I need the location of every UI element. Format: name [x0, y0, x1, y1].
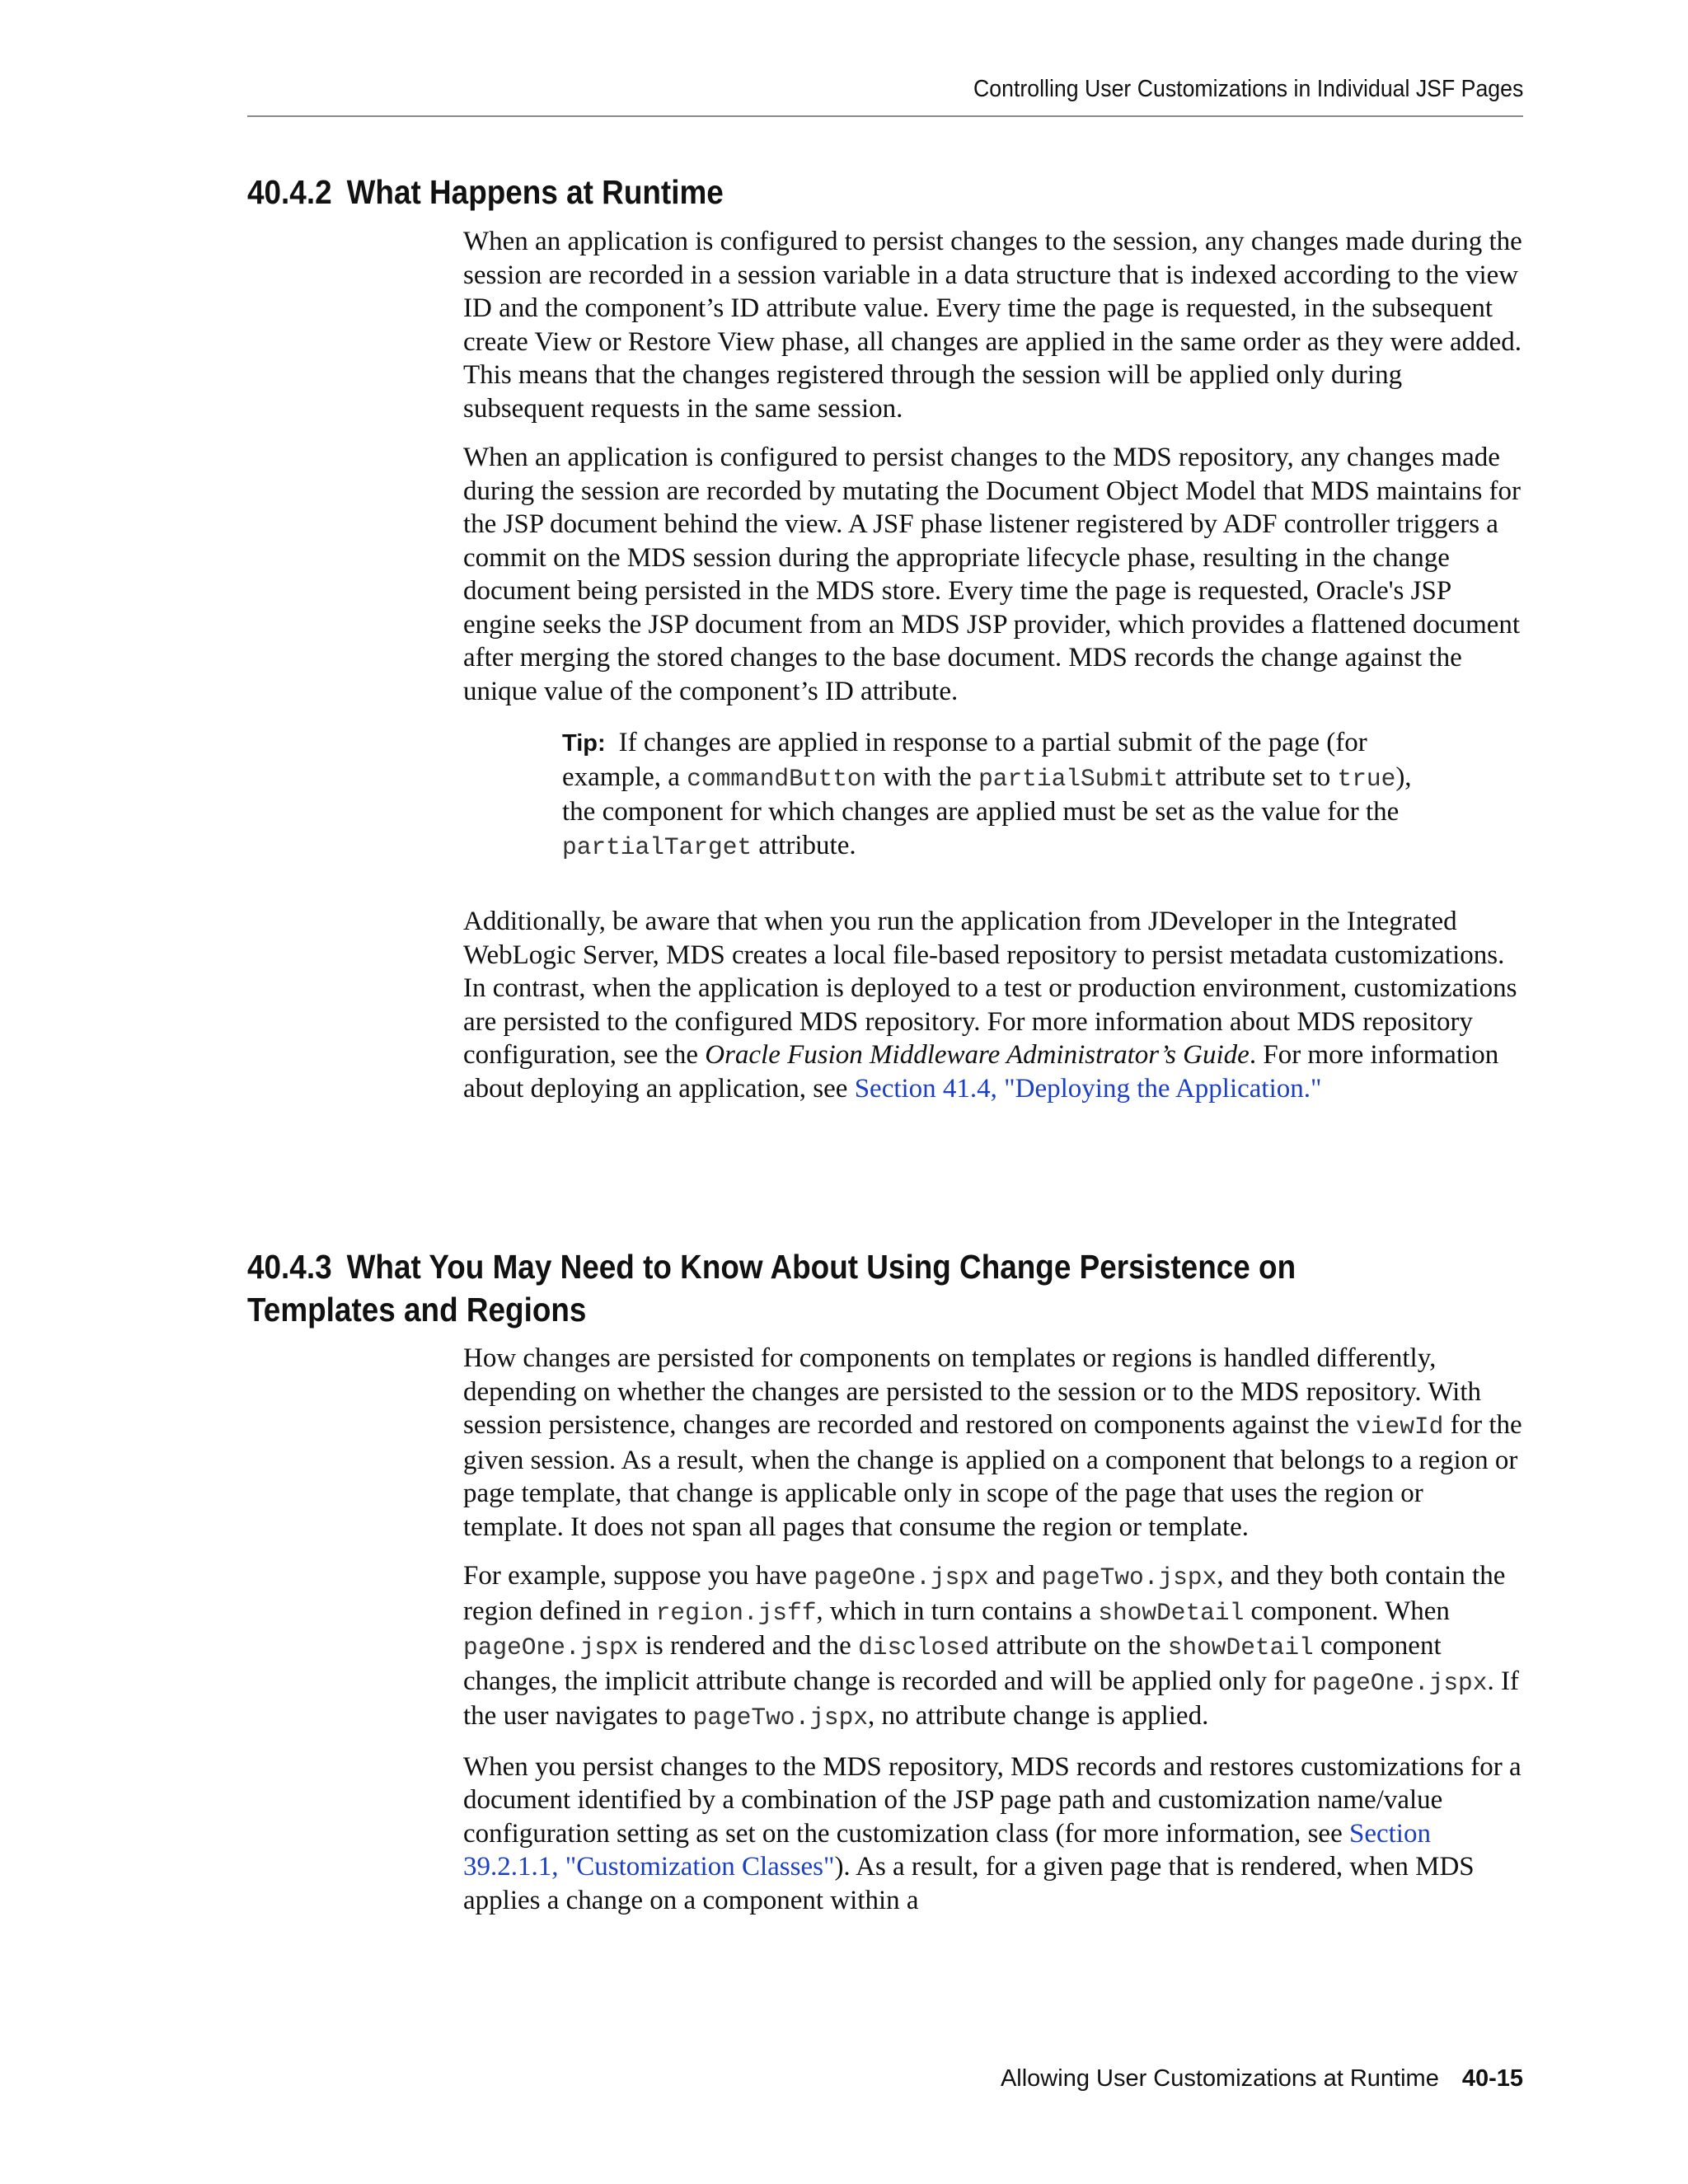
tip-text: with the	[876, 762, 979, 792]
paragraph	[463, 1750, 1526, 1918]
text-run: is rendered and the	[638, 1631, 859, 1661]
code-term: pageOne.jspx	[814, 1563, 989, 1591]
code-term: showDetail	[1098, 1598, 1245, 1627]
text-run: , which in turn contains a	[816, 1596, 1099, 1626]
text-run: component changes, the implicit attribute change is recorded and will be applied only for	[463, 1631, 1442, 1696]
code-term: showDetail	[1167, 1633, 1314, 1661]
section-number: 40.4.2	[247, 173, 332, 211]
text-run: How changes are persisted for components on templates or regions is handled differently, depending on whether the changes are persisted to the session or to the MDS repository. With session persistence, changes are recorded and restored on components against the	[463, 1343, 1481, 1440]
section-body-40-4-2	[463, 225, 1526, 1121]
cross-reference-link[interactable]: Section 39.2.1.1, "Customization Classes"	[463, 1818, 1431, 1882]
section-heading-40-4-2	[247, 171, 1404, 213]
text-run: , no attribute change is applied.	[868, 1701, 1209, 1731]
text-run: ). As a result, for a given page that is rendered, when MDS applies a change on a component within a	[463, 1852, 1475, 1915]
section-heading-40-4-3	[247, 1245, 1404, 1331]
tip-text: ), the component for which changes are applied must be set as the value for the	[562, 762, 1412, 827]
book-title: Oracle Fusion Middleware Administrator’s Guide	[705, 1040, 1250, 1070]
tip-text: If changes are applied in response to a partial submit of the page (for example, a	[562, 728, 1367, 792]
text-run: . For more information about deploying an application, see	[463, 1040, 1499, 1104]
code-term: pageTwo.jspx	[1041, 1563, 1217, 1591]
paragraph	[463, 1342, 1526, 1544]
cross-reference-link[interactable]: Section 41.4, "Deploying the Application."	[854, 1073, 1322, 1104]
text-run: . If the user navigates to	[463, 1666, 1519, 1731]
code-term: commandButton	[687, 764, 877, 793]
paragraph: When an application is configured to persist changes to the MDS repository, any changes made during the session are recorded by mutating the Document Object Model that MDS maintains for the JSP document behind the view. A JSF phase listener registered by ADF controller triggers a commit on the MDS session during the appropriate lifecycle phase, resulting in the change document being persisted in the MDS store. Every time the page is requested, Oracle's JSP engine seeks the JSP document from an MDS JSP provider, which provides a flattened document after merging the stored changes to the base document. MDS records the change against the unique value of the component’s ID attribute.	[463, 443, 1522, 706]
paragraph	[463, 1559, 1526, 1735]
tip-label: Tip:	[562, 730, 606, 757]
text-run: Additionally, be aware that when you run the application from JDeveloper in the Integrated WebLogic Server, MDS creates a local file-based repository to persist metadata customizations. In contrast, when the application is deployed to a test or production environment, customizations are persisted to the configured MDS repository. For more information about MDS repository configuration, see the	[463, 907, 1517, 1070]
section-title: What You May Need to Know About Using Change Persistence on Templates and Regions	[247, 1248, 1296, 1329]
code-term: true	[1337, 764, 1396, 793]
text-run: and	[988, 1561, 1042, 1591]
code-term: pageOne.jspx	[463, 1633, 639, 1661]
header-rule	[247, 115, 1523, 117]
section-body-40-4-3	[463, 1342, 1526, 1933]
section-title: What Happens at Runtime	[346, 173, 724, 211]
text-run: for the given session. As a result, when the change is applied on a component that belongs to a region or page template, that change is applicable only in scope of the page that uses the region or template. It does not span all pages that consume the region or template.	[463, 1410, 1522, 1542]
code-term: region.jsff	[655, 1598, 817, 1627]
code-term: disclosed	[858, 1633, 990, 1661]
code-term: viewId	[1356, 1413, 1444, 1441]
tip-text: attribute.	[752, 830, 856, 860]
text-run: When you persist changes to the MDS repository, MDS records and restores customizations for a document identified by a combination of the JSP page path and customization name/value configuration setting as set on the customization class (for more information, see	[463, 1751, 1522, 1849]
text-run: , and they both contain the region defined in	[463, 1561, 1506, 1626]
footer-chapter-title: Allowing User Customizations at Runtime	[1000, 2065, 1439, 2092]
code-term: pageOne.jspx	[1312, 1668, 1488, 1697]
code-term: pageTwo.jspx	[692, 1704, 869, 1732]
text-run: component. When	[1244, 1596, 1450, 1626]
section-number: 40.4.3	[247, 1248, 332, 1286]
page-number: 40-15	[1461, 2065, 1523, 2092]
tip-note	[562, 726, 1436, 864]
code-term: partialSubmit	[978, 764, 1169, 793]
text-run: For example, suppose you have	[463, 1561, 814, 1591]
running-header: Controlling User Customizations in Individual JSF Pages	[973, 76, 1523, 102]
page-footer	[1001, 2065, 1523, 2093]
tip-text: attribute set to	[1168, 762, 1338, 792]
code-term: partialTarget	[562, 832, 753, 861]
text-run: attribute on the	[989, 1631, 1168, 1661]
paragraph: When an application is configured to persist changes to the session, any changes made during the session are recorded in a session variable in a data structure that is indexed according to the view ID and the component’s ID attribute value. Every time the page is requested, in the subsequent create View or Restore View phase, all changes are applied in the same order as they were added. This means that the changes registered through the session will be applied only during subsequent requests in the same session.	[463, 227, 1522, 424]
paragraph	[463, 905, 1526, 1105]
